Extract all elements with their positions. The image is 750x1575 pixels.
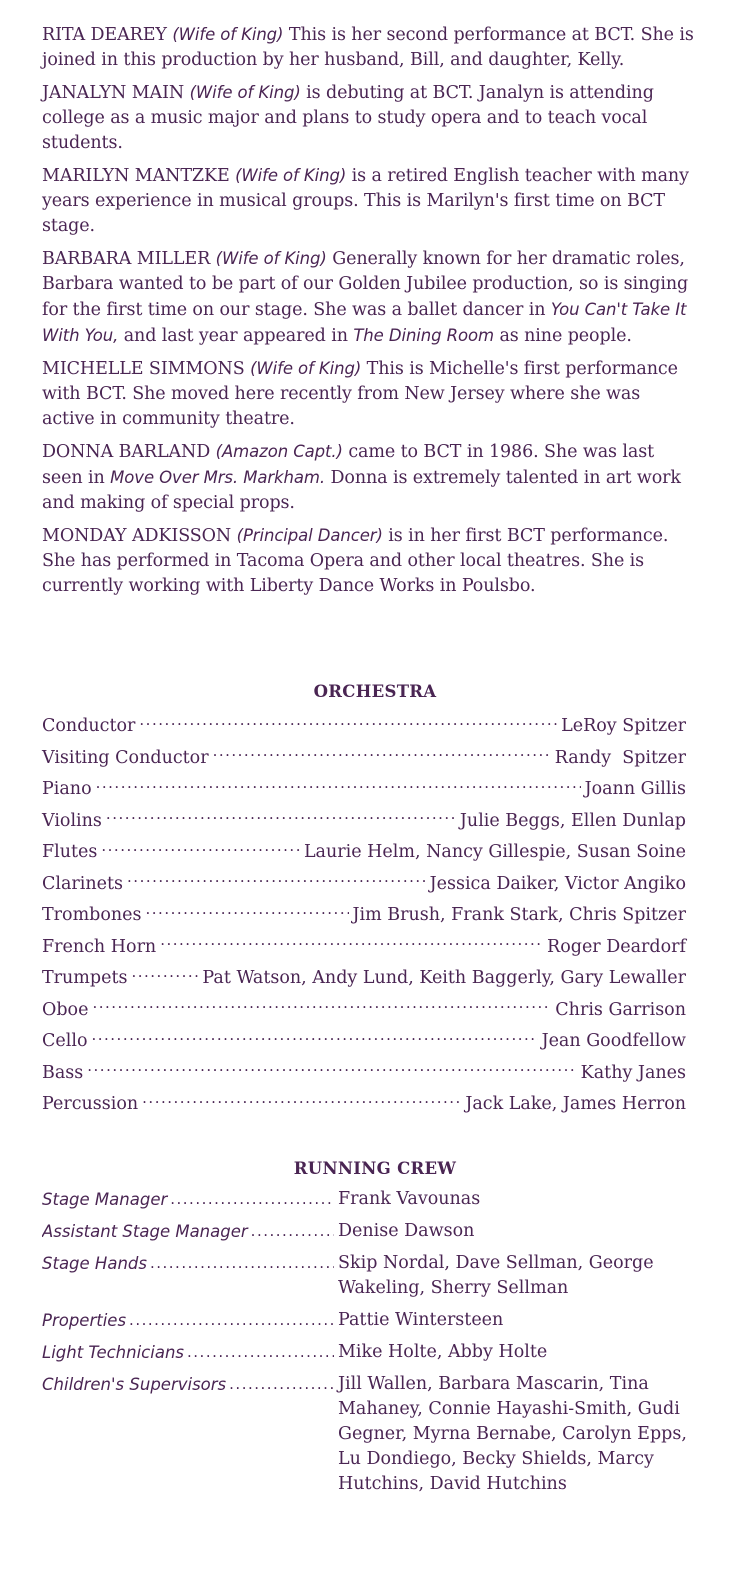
orchestra-players: Jessica Daiker, Victor Angiko	[429, 873, 686, 894]
cast-bios	[42, 22, 694, 606]
orchestra-players: Jean Goodfellow	[541, 1031, 686, 1051]
play-title: Move Over Mrs. Markham.	[110, 468, 325, 487]
orchestra-part: Trumpets	[42, 968, 128, 988]
orchestra-heading: ORCHESTRA	[313, 682, 437, 701]
orchestra-list	[42, 710, 686, 1120]
bio-text: is debuting at BCT. Janalyn is attending college as a music major and plans to study opera and to teach vocal students.	[42, 83, 654, 153]
bio-donna-barland	[42, 439, 694, 516]
bio-name: MONDAY ADKISSON	[42, 526, 232, 546]
bio-text: as nine people.	[494, 326, 632, 346]
orchestra-part: Clarinets	[42, 873, 124, 894]
orchestra-row	[42, 931, 686, 963]
bio-text: is in her first BCT performance. She has performed in Tacoma Opera and other local theatres. She is currently working with Liberty Dance Works in Poulsbo.	[42, 526, 669, 596]
orchestra-players: Kathy Janes	[580, 1062, 686, 1083]
leader-dots	[92, 994, 551, 1015]
crew-role	[42, 1340, 336, 1365]
leader-dots	[187, 1340, 334, 1365]
running-crew-list	[42, 1187, 692, 1504]
orchestra-players: Chris Garrison	[555, 999, 686, 1020]
bio-name: JANALYN MAIN	[42, 83, 185, 103]
orchestra-part: Oboe	[42, 999, 89, 1020]
crew-role-label: Stage Hands	[42, 1254, 147, 1273]
leader-dots	[106, 805, 456, 826]
crew-role	[42, 1372, 336, 1497]
crew-row	[42, 1219, 692, 1244]
crew-names: Skip Nordal, Dave Sellman, George Wakeling, Sherry Sellman	[338, 1253, 654, 1298]
leader-dots	[91, 1025, 537, 1046]
bio-name: MICHELLE SIMMONS	[42, 359, 245, 379]
crew-row	[42, 1251, 692, 1301]
bio-name: RITA DEAREY	[42, 25, 167, 45]
leader-dots	[160, 931, 543, 952]
orchestra-players: LeRoy Spitzer	[561, 716, 686, 736]
running-crew-heading: RUNNING CREW	[293, 1159, 457, 1178]
bio-text: and last year appeared in	[118, 326, 354, 346]
crew-names: Mike Holte, Abby Holte	[338, 1342, 548, 1362]
crew-row	[42, 1340, 692, 1365]
leader-dots	[131, 962, 198, 983]
orchestra-row	[42, 710, 686, 742]
bio-name: DONNA BARLAND	[42, 442, 211, 462]
orchestra-row	[42, 994, 686, 1026]
bio-text: is a retired English teacher with many years experience in musical groups. This is Marilyn's first time on BCT stage.	[42, 166, 689, 236]
orchestra-row	[42, 899, 686, 931]
leader-dots	[251, 1219, 334, 1244]
orchestra-row	[42, 773, 686, 805]
orchestra-row	[42, 1025, 686, 1057]
orchestra-part: Conductor	[42, 716, 136, 736]
orchestra-part: French Horn	[42, 936, 157, 957]
crew-role-label: Stage Manager	[42, 1190, 168, 1209]
crew-role	[42, 1187, 336, 1212]
orchestra-players: Jim Brush, Frank Stark, Chris Spitzer	[352, 905, 686, 925]
bio-rita-dearey	[42, 22, 694, 73]
orchestra-part: Percussion	[42, 1094, 139, 1114]
leader-dots	[127, 868, 426, 889]
orchestra-row	[42, 742, 686, 774]
leader-dots	[229, 1372, 334, 1497]
orchestra-players: Julie Beggs, Ellen Dunlap	[459, 810, 686, 831]
bio-role: (Wife of King)	[172, 25, 284, 44]
orchestra-row	[42, 1088, 686, 1120]
crew-row	[42, 1187, 692, 1212]
leader-dots	[146, 899, 349, 920]
crew-role-label: Assistant Stage Manager	[42, 1222, 248, 1241]
orchestra-part: Trombones	[42, 905, 142, 925]
orchestra-part: Visiting Conductor	[42, 747, 209, 768]
bio-text: This is her second performance at BCT. She is joined in this production by her husband, Bill, and daughter, Kelly.	[42, 25, 694, 70]
bio-text: Generally known for her dramatic roles, Barbara wanted to be part of our Golden Jubilee production, so is singing for the first time on our stage. She was a ballet dancer in	[42, 249, 689, 320]
orchestra-players: Pat Watson, Andy Lund, Keith Baggerly, Gary Lewaller	[202, 968, 686, 988]
orchestra-part: Violins	[42, 810, 102, 831]
bio-text: Donna is extremely talented in art work and making of special props.	[42, 468, 681, 513]
leader-dots	[150, 1251, 334, 1301]
crew-role-label: Children's Supervisors	[42, 1375, 227, 1394]
bio-michelle-simmons	[42, 356, 694, 432]
orchestra-row	[42, 836, 686, 868]
play-title: The Dining Room	[353, 326, 494, 345]
crew-names: Jill Wallen, Barbara Mascarin, Tina Mahaney, Connie Hayashi-Smith, Gudi Gegner, Myrna Bernabe, Carolyn Epps, Lu Dondiego, Becky Shields, Marcy Hutchins, David Hutchins	[338, 1374, 687, 1494]
bio-name: MARILYN MANTZKE	[42, 166, 230, 186]
bio-role: (Wife of King)	[235, 166, 347, 185]
orchestra-part: Bass	[42, 1062, 84, 1083]
leader-dots	[96, 773, 581, 794]
bio-role: (Wife of King)	[189, 83, 301, 102]
orchestra-players: Randy Spitzer	[554, 747, 686, 768]
orchestra-players: Joann Gillis	[584, 779, 686, 799]
crew-role	[42, 1219, 336, 1244]
bio-barbara-miller	[42, 246, 694, 349]
orchestra-row	[42, 868, 686, 900]
orchestra-part: Flutes	[42, 842, 98, 862]
bio-role: (Wife of King)	[250, 359, 362, 378]
crew-row	[42, 1308, 692, 1333]
orchestra-players: Jack Lake, James Herron	[465, 1094, 686, 1114]
bio-name: BARBARA MILLER	[42, 249, 211, 269]
bio-role: (Wife of King)	[215, 249, 327, 268]
crew-role-label: Light Technicians	[42, 1343, 185, 1362]
leader-dots	[129, 1308, 334, 1333]
orchestra-players: Laurie Helm, Nancy Gillespie, Susan Soine	[303, 842, 686, 862]
orchestra-players: Roger Deardorf	[547, 936, 686, 957]
crew-names: Pattie Wintersteen	[338, 1310, 504, 1330]
bio-text: came to BCT in 1986. She was last seen in	[42, 442, 655, 488]
bio-marilyn-mantzke	[42, 163, 694, 239]
leader-dots	[101, 836, 300, 857]
leader-dots	[87, 1057, 576, 1078]
bio-janalyn-main	[42, 80, 694, 156]
bio-text: This is Michelle's first performance with BCT. She moved here recently from New Jersey where she was active in community theatre.	[42, 359, 678, 429]
orchestra-row	[42, 962, 686, 994]
orchestra-row	[42, 1057, 686, 1089]
crew-role	[42, 1308, 336, 1333]
crew-role-label: Properties	[42, 1311, 127, 1330]
play-title: You Can't Take It With You,	[42, 300, 687, 345]
crew-role	[42, 1251, 336, 1301]
crew-row	[42, 1372, 692, 1497]
orchestra-row	[42, 805, 686, 837]
orchestra-part: Piano	[42, 779, 92, 799]
crew-names: Frank Vavounas	[338, 1189, 481, 1209]
bio-role: (Amazon Capt.)	[215, 442, 343, 461]
bio-role: (Principal Dancer)	[236, 526, 383, 545]
leader-dots	[213, 742, 551, 763]
leader-dots	[170, 1187, 334, 1212]
leader-dots	[139, 710, 557, 731]
orchestra-part: Cello	[42, 1031, 88, 1051]
leader-dots	[142, 1088, 461, 1109]
bio-monday-adkisson	[42, 523, 694, 599]
crew-names: Denise Dawson	[338, 1221, 475, 1241]
